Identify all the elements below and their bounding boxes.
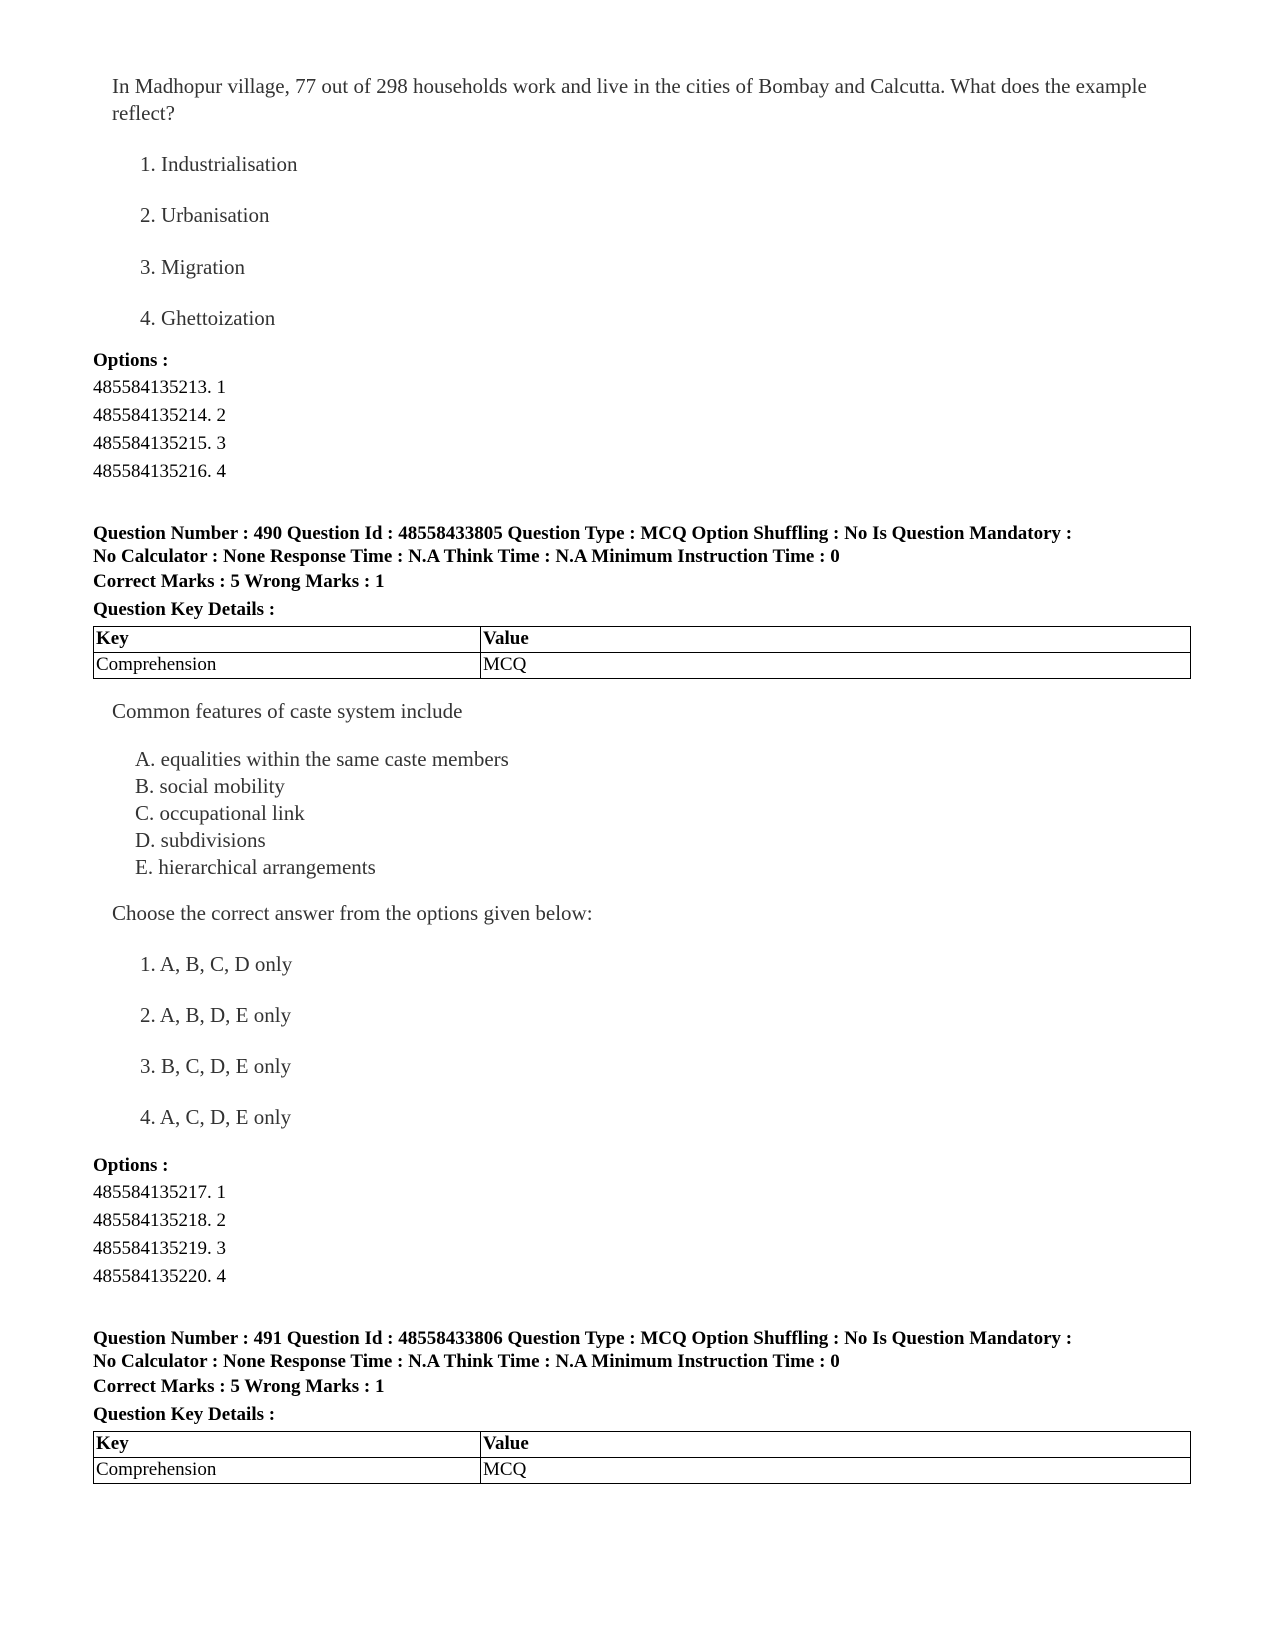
meta-line: No Calculator : None Response Time : N.A Think Time : N.A Minimum Instruction Time : 0 (93, 1351, 840, 1372)
table-row (94, 653, 1191, 679)
option-id: 485584135218. 2 (93, 1210, 226, 1231)
marks-line: Correct Marks : 5 Wrong Marks : 1 (93, 571, 385, 592)
option-id: 485584135217. 1 (93, 1182, 226, 1203)
key-details-label: Question Key Details : (93, 1404, 276, 1425)
option-id: 485584135219. 3 (93, 1238, 226, 1259)
option-id-list (93, 1179, 226, 1291)
answer-choice: 1. Industrialisation (140, 152, 298, 176)
table-header-key: Key (94, 1432, 481, 1458)
table-header-row (94, 627, 1191, 653)
statement: B. social mobility (135, 774, 285, 798)
table-cell-key: Comprehension (94, 653, 481, 679)
question-text: Common features of caste system include (112, 699, 463, 723)
option-id: 485584135214. 2 (93, 405, 226, 426)
table-header-value: Value (481, 627, 1191, 653)
answer-choice: 2. A, B, D, E only (140, 1003, 292, 1027)
answer-choice: 1. A, B, C, D only (140, 952, 293, 976)
option-id: 485584135220. 4 (93, 1266, 226, 1287)
options-label: Options : (93, 350, 169, 371)
marks-line: Correct Marks : 5 Wrong Marks : 1 (93, 1376, 385, 1397)
answer-choice: 3. B, C, D, E only (140, 1054, 292, 1078)
question-meta-490 (93, 522, 1072, 568)
option-id-list (93, 374, 226, 486)
option-id: 485584135216. 4 (93, 461, 226, 482)
table-header-key: Key (94, 627, 481, 653)
answer-choice: 4. Ghettoization (140, 306, 276, 330)
options-label: Options : (93, 1155, 169, 1176)
statement-list (135, 746, 509, 881)
question-meta-491 (93, 1327, 1072, 1373)
answer-choice: 4. A, C, D, E only (140, 1105, 292, 1129)
table-row (94, 1458, 1191, 1484)
statement: A. equalities within the same caste members (135, 747, 509, 771)
key-details-label: Question Key Details : (93, 599, 276, 620)
table-cell-value: MCQ (481, 1458, 1191, 1484)
statement: C. occupational link (135, 801, 305, 825)
table-cell-key: Comprehension (94, 1458, 481, 1484)
question-text: In Madhopur village, 77 out of 298 households work and live in the cities of Bombay and Calcutta. What does the example reflect? (112, 74, 1147, 125)
option-id: 485584135213. 1 (93, 377, 226, 398)
meta-line: Question Number : 490 Question Id : 48558433805 Question Type : MCQ Option Shuffling : No Is Question Mandatory : (93, 523, 1073, 544)
statement: D. subdivisions (135, 828, 266, 852)
answer-choice: 2. Urbanisation (140, 203, 270, 227)
meta-line: Question Number : 491 Question Id : 48558433806 Question Type : MCQ Option Shuffling : No Is Question Mandatory : (93, 1328, 1073, 1349)
table-header-value: Value (481, 1432, 1191, 1458)
key-value-table (93, 1431, 1191, 1484)
statement: E. hierarchical arrangements (135, 855, 376, 879)
option-id: 485584135215. 3 (93, 433, 226, 454)
table-cell-value: MCQ (481, 653, 1191, 679)
key-value-table (93, 626, 1191, 679)
table-header-row (94, 1432, 1191, 1458)
answer-choice: 3. Migration (140, 255, 245, 279)
instruction-text: Choose the correct answer from the options given below: (112, 901, 593, 925)
meta-line: No Calculator : None Response Time : N.A Think Time : N.A Minimum Instruction Time : 0 (93, 546, 840, 567)
